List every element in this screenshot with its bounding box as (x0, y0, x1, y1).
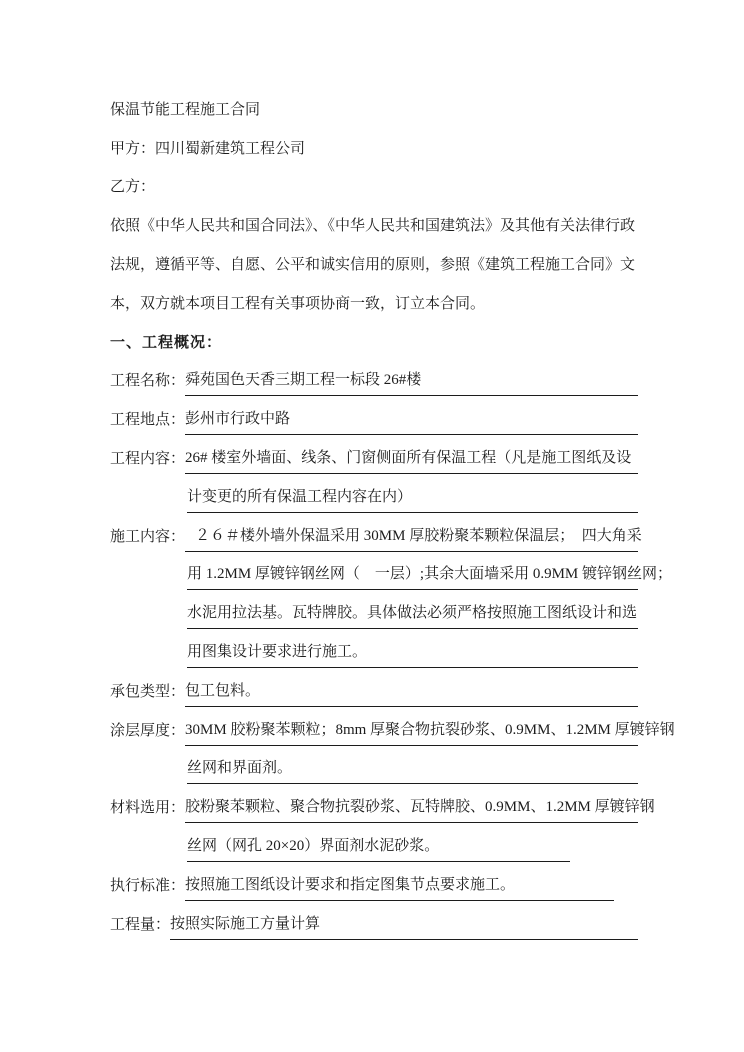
field-row-construction-scope (110, 513, 642, 552)
field-value-underlined: 用 1.2MM 厚镀锌钢丝网（ 一层）;其余大面墙采用 0.9MM 镀锌钢丝网； (187, 562, 638, 590)
doc-title: 保温节能工程施工合同 (110, 101, 261, 118)
field-label: 施工内容： (110, 528, 186, 545)
preamble-text: 法规，遵循平等、自愿、公平和诚实信用的原则，参照《建筑工程施工合同》文 (110, 256, 636, 273)
hanging-indent (110, 623, 187, 629)
party-a-row (110, 125, 638, 164)
preamble-line (110, 280, 638, 319)
field-value-underlined: 30MM 胶粉聚苯颗粒；8mm 厚聚合物抗裂砂浆、0.9MM、1.2MM 厚镀锌钢 (185, 718, 638, 746)
field-value-underlined: 按照施工图纸设计要求和指定图集节点要求施工。 (185, 873, 614, 901)
section-heading-row (110, 319, 638, 358)
hanging-indent (110, 584, 187, 590)
field-value-underlined: 包工包料。 (185, 679, 638, 707)
field-label: 执行标准： (110, 877, 186, 894)
field-row-material-selection (110, 784, 655, 823)
hanging-indent (110, 507, 187, 513)
field-label: 涂层厚度： (110, 722, 186, 739)
hanging-indent (110, 856, 187, 862)
field-row-quantity (110, 901, 638, 940)
field-row-continuation (110, 590, 638, 629)
field-value-underlined: ２６＃楼外墙外保温采用 30MM 厚胶粉聚苯颗粒保温层； 四大角采 (185, 524, 638, 552)
preamble-text: 本，双方就本项目工程有关事项协商一致，订立本合同。 (110, 295, 486, 312)
field-value-underlined: 计变更的所有保温工程内容在内） (187, 485, 638, 513)
field-value-underlined: 26# 楼室外墙面、线条、门窗侧面所有保温工程（凡是施工图纸及设 (185, 446, 638, 474)
field-row-project-scope (110, 435, 638, 474)
preamble-line (110, 202, 638, 241)
field-row-execution-standard (110, 862, 638, 901)
field-row-project-name (110, 358, 638, 397)
field-row-continuation (110, 552, 673, 591)
field-value-underlined: 丝网（网孔 20×20）界面剂水泥砂浆。 (187, 834, 570, 862)
field-value-underlined: 丝网和界面剂。 (187, 756, 638, 784)
field-label: 工程名称： (110, 373, 186, 390)
field-row-continuation (110, 823, 638, 862)
preamble-text: 依照《中华人民共和国合同法》、《中华人民共和国建筑法》及其他有关法律行政 (110, 218, 636, 235)
field-value-underlined: 按照实际施工方量计算 (170, 912, 638, 940)
field-label: 工程内容： (110, 450, 186, 467)
section-heading: 一、工程概况： (110, 334, 223, 351)
hanging-indent (110, 778, 187, 784)
field-row-continuation (110, 629, 638, 668)
party-b-row (110, 164, 638, 203)
field-row-project-location (110, 396, 638, 435)
field-value-underlined: 用图集设计要求进行施工。 (187, 640, 638, 668)
field-row-coating-thickness (110, 707, 675, 746)
party-b-text: 乙方： (110, 179, 156, 196)
field-value-underlined: 水泥用拉法基。瓦特牌胶。具体做法必须严格按照施工图纸设计和选 (187, 601, 638, 629)
field-label: 工程地点： (110, 412, 186, 429)
field-label: 工程量： (110, 916, 171, 933)
doc-title-row (110, 86, 638, 125)
field-value-underlined: 舜苑国色天香三期工程一标段 26#楼 (185, 368, 638, 396)
field-label: 承包类型： (110, 683, 186, 700)
field-label: 材料选用： (110, 800, 186, 817)
field-value-underlined: 胶粉聚苯颗粒、聚合物抗裂砂浆、瓦特牌胶、0.9MM、1.2MM 厚镀锌钢 (185, 795, 638, 823)
hanging-indent (110, 662, 187, 668)
field-row-continuation (110, 746, 638, 785)
party-a-text: 甲方：四川蜀新建筑工程公司 (110, 140, 306, 157)
preamble-line (110, 241, 638, 280)
field-value-underlined: 彭州市行政中路 (185, 407, 638, 435)
field-row-contract-type (110, 668, 638, 707)
field-row-continuation (110, 474, 638, 513)
